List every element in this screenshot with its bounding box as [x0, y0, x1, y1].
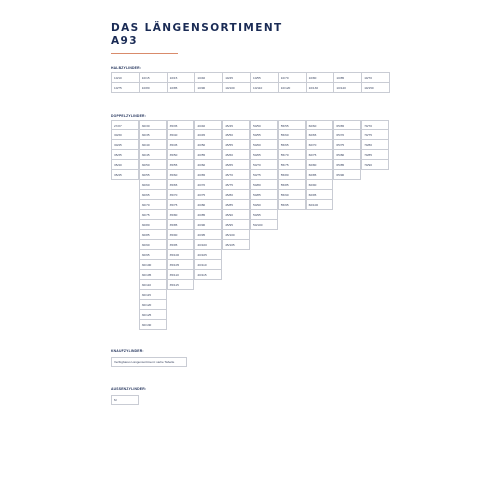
doppelzylinder-cell: 50/65 — [250, 150, 278, 160]
doppelzylinder-cell: 55/55 — [278, 120, 306, 130]
doppelzylinder-cell: 40/115 — [194, 270, 222, 280]
doppelzylinder-cell: 35/50 — [167, 150, 195, 160]
doppelzylinder-cell: 30/95 — [139, 250, 167, 260]
halbzylinder-cell: 10/140 — [334, 83, 362, 93]
doppelzylinder-cell: 45/85 — [222, 200, 250, 210]
doppelzylinder-cell: 50/75 — [250, 170, 278, 180]
doppelzylinder-cell: 40/100 — [194, 240, 222, 250]
doppelzylinder-cell: 40/105 — [194, 250, 222, 260]
halbzylinder-cell: 10/10 — [112, 73, 140, 83]
doppelzylinder-cell: 30/45 — [139, 150, 167, 160]
doppelzylinder-cell: 60/90 — [306, 180, 334, 190]
doppelzylinder-cell: 30/70 — [139, 200, 167, 210]
doppelzylinder-cell: 60/100 — [306, 200, 334, 210]
halbzylinder-cell: 10/90 — [195, 83, 223, 93]
doppelzylinder-cell: 60/85 — [306, 170, 334, 180]
doppelzylinder-cell: 55/95 — [278, 200, 306, 210]
doppelzylinder-cell: 40/85 — [194, 210, 222, 220]
doppelzylinder-cell: 55/60 — [278, 130, 306, 140]
doppelzylinder-cell: 50/95 — [250, 210, 278, 220]
doppelzylinder-cell: 35/65 — [167, 180, 195, 190]
doppelzylinder-cell: 65/70 — [333, 130, 361, 140]
doppelzylinder-cell: 35/40 — [167, 130, 195, 140]
doppelzylinder-label: DOPPELZYLINDER: — [111, 114, 147, 118]
doppelzylinder-cell: 65/80 — [333, 150, 361, 160]
doppelzylinder-cell: 60/95 — [306, 190, 334, 200]
doppelzylinder-cell: 55/80 — [278, 170, 306, 180]
halbzylinder-cell: 10/120 — [279, 83, 307, 93]
halbzylinder-cell: 10/55 — [251, 73, 279, 83]
doppelzylinder-cell: 60/70 — [306, 140, 334, 150]
halbzylinder-cell: 10/75 — [112, 83, 140, 93]
doppelzylinder-cell: 45/60 — [222, 150, 250, 160]
halbzylinder-cell: 10/40 — [195, 73, 223, 83]
knaufzylinder-label: KNAUFZYLINDER: — [111, 349, 144, 353]
doppelzylinder-cell: 70/80 — [361, 140, 389, 150]
doppelzylinder-cell: 60/75 — [306, 150, 334, 160]
halbzylinder-table — [111, 72, 390, 93]
doppelzylinder-cell: 30/125 — [139, 310, 167, 320]
doppelzylinder-cell: 45/75 — [222, 180, 250, 190]
doppelzylinder-cell: 40/110 — [194, 260, 222, 270]
doppelzylinder-cell: 50/60 — [250, 140, 278, 150]
doppelzylinder-cell: 35/85 — [167, 220, 195, 230]
doppelzylinder-cell: 40/60 — [194, 160, 222, 170]
doppelzylinder-cell: 70/85 — [361, 150, 389, 160]
doppelzylinder-cell: 65/85 — [333, 160, 361, 170]
doppelzylinder-cell: 30/30 — [139, 120, 167, 130]
doppelzylinder-cell: 45/45 — [222, 120, 250, 130]
doppelzylinder-cell: 30/30 — [111, 130, 139, 140]
doppelzylinder-cell: 50/80 — [250, 180, 278, 190]
halbzylinder-cell: 10/85 — [168, 83, 196, 93]
knaufzylinder-note: Verfügbares Längensortiment: siehe Tabelle — [111, 357, 187, 367]
halbzylinder-cell: 10/110 — [251, 83, 279, 93]
title-line-2: A93 — [111, 35, 138, 47]
doppelzylinder-cell: 30/45 — [111, 140, 139, 150]
halbzylinder-label: HALBZYLINDER: — [111, 66, 142, 70]
doppelzylinder-cell: 40/40 — [194, 120, 222, 130]
doppelzylinder-cell: 50/90 — [250, 200, 278, 210]
doppelzylinder-cell: 35/110 — [167, 270, 195, 280]
halbzylinder-cell: 10/100 — [223, 83, 251, 93]
title-underline — [111, 53, 178, 54]
doppelzylinder-cell: 65/65 — [333, 120, 361, 130]
doppelzylinder-cell: 40/55 — [194, 150, 222, 160]
halbzylinder-cell: 10/70 — [362, 73, 390, 83]
doppelzylinder-cell: 40/50 — [194, 140, 222, 150]
doppelzylinder-cell: 50/70 — [250, 160, 278, 170]
doppelzylinder-cell: 45/105 — [222, 240, 250, 250]
doppelzylinder-cell: 30/110 — [139, 280, 167, 290]
doppelzylinder-cell: 60/80 — [306, 160, 334, 170]
doppelzylinder-cell: 40/80 — [194, 200, 222, 210]
title-line-1: DAS LÄNGENSORTIMENT — [111, 22, 283, 34]
doppelzylinder-cell: 40/95 — [194, 230, 222, 240]
doppelzylinder-cell: 40/70 — [194, 180, 222, 190]
doppelzylinder-cell: 35/115 — [167, 280, 195, 290]
doppelzylinder-cell: 40/90 — [194, 220, 222, 230]
page-title — [111, 22, 283, 48]
doppelzylinder-cell: 45/55 — [222, 140, 250, 150]
doppelzylinder-cell: 30/90 — [139, 240, 167, 250]
doppelzylinder-cell: 35/90 — [167, 230, 195, 240]
doppelzylinder-cell: 30/130 — [139, 320, 167, 330]
doppelzylinder-cell: 55/65 — [278, 140, 306, 150]
doppelzylinder-cell: 30/105 — [139, 270, 167, 280]
aussenzylinder-label: AUSSENZYLINDER: — [111, 387, 147, 391]
doppelzylinder-cell: 30/85 — [139, 230, 167, 240]
halbzylinder-cell: 10/85 — [334, 73, 362, 83]
doppelzylinder-cell: 55/90 — [278, 190, 306, 200]
doppelzylinder-cell: 35/70 — [167, 190, 195, 200]
doppelzylinder-cell: 30/75 — [139, 210, 167, 220]
doppelzylinder-cell: 30/80 — [139, 220, 167, 230]
doppelzylinder-cell: 30/60 — [139, 180, 167, 190]
doppelzylinder-cell: 35/40 — [111, 160, 139, 170]
doppelzylinder-cell: 55/70 — [278, 150, 306, 160]
doppelzylinder-cell: 60/60 — [306, 120, 334, 130]
doppelzylinder-cell: 70/90 — [361, 160, 389, 170]
doppelzylinder-cell: 45/80 — [222, 190, 250, 200]
doppelzylinder-cell: 35/45 — [167, 140, 195, 150]
doppelzylinder-cell: 40/75 — [194, 190, 222, 200]
doppelzylinder-cell: 35/105 — [167, 260, 195, 270]
doppelzylinder-cell: 35/95 — [167, 240, 195, 250]
doppelzylinder-cell: 45/100 — [222, 230, 250, 240]
halbzylinder-cell: 10/70 — [279, 73, 307, 83]
doppelzylinder-cell: 35/100 — [167, 250, 195, 260]
doppelzylinder-cell: 70/70 — [361, 120, 389, 130]
doppelzylinder-cell: 55/75 — [278, 160, 306, 170]
doppelzylinder-cell: 35/60 — [167, 170, 195, 180]
doppelzylinder-cell: 45/50 — [222, 130, 250, 140]
doppelzylinder-cell: 35/35 — [111, 150, 139, 160]
doppelzylinder-cell: 45/90 — [222, 210, 250, 220]
doppelzylinder-cell: 65/90 — [333, 170, 361, 180]
doppelzylinder-cell: 30/65 — [139, 190, 167, 200]
doppelzylinder-cell: 30/40 — [139, 140, 167, 150]
doppelzylinder-cell: 45/65 — [222, 160, 250, 170]
doppelzylinder-cell: 65/75 — [333, 140, 361, 150]
doppelzylinder-cell: 70/75 — [361, 130, 389, 140]
doppelzylinder-cell: 45/95 — [222, 220, 250, 230]
doppelzylinder-cell: 35/80 — [167, 210, 195, 220]
doppelzylinder-cell: 40/45 — [194, 130, 222, 140]
halbzylinder-cell: 10/80 — [140, 83, 168, 93]
doppelzylinder-cell: 60/65 — [306, 130, 334, 140]
doppelzylinder-cell: 50/55 — [250, 130, 278, 140]
doppelzylinder-cell: 50/85 — [250, 190, 278, 200]
halbzylinder-cell: 10/150 — [362, 83, 390, 93]
doppelzylinder-cell: 30/50 — [139, 160, 167, 170]
halbzylinder-cell: 10/130 — [307, 83, 335, 93]
doppelzylinder-cell: 45/70 — [222, 170, 250, 180]
doppelzylinder-cell: 50/100 — [250, 220, 278, 230]
aussenzylinder-value: M — [111, 395, 139, 405]
doppelzylinder-cell: 30/35 — [139, 130, 167, 140]
doppelzylinder-cell: 27/27 — [111, 120, 139, 130]
doppelzylinder-cell: 50/50 — [250, 120, 278, 130]
doppelzylinder-cell: 35/75 — [167, 200, 195, 210]
doppelzylinder-cell: 35/55 — [167, 160, 195, 170]
halbzylinder-cell: 10/15 — [140, 73, 168, 83]
doppelzylinder-table — [111, 120, 389, 330]
halbzylinder-cell: 10/15 — [168, 73, 196, 83]
doppelzylinder-cell: 35/45 — [111, 170, 139, 180]
doppelzylinder-cell: 30/120 — [139, 300, 167, 310]
halbzylinder-cell: 10/80 — [307, 73, 335, 83]
doppelzylinder-cell: 30/100 — [139, 260, 167, 270]
doppelzylinder-cell: 55/85 — [278, 180, 306, 190]
doppelzylinder-cell: 30/115 — [139, 290, 167, 300]
doppelzylinder-cell: 40/65 — [194, 170, 222, 180]
doppelzylinder-cell: 30/55 — [139, 170, 167, 180]
doppelzylinder-cell: 35/35 — [167, 120, 195, 130]
halbzylinder-cell: 10/45 — [223, 73, 251, 83]
